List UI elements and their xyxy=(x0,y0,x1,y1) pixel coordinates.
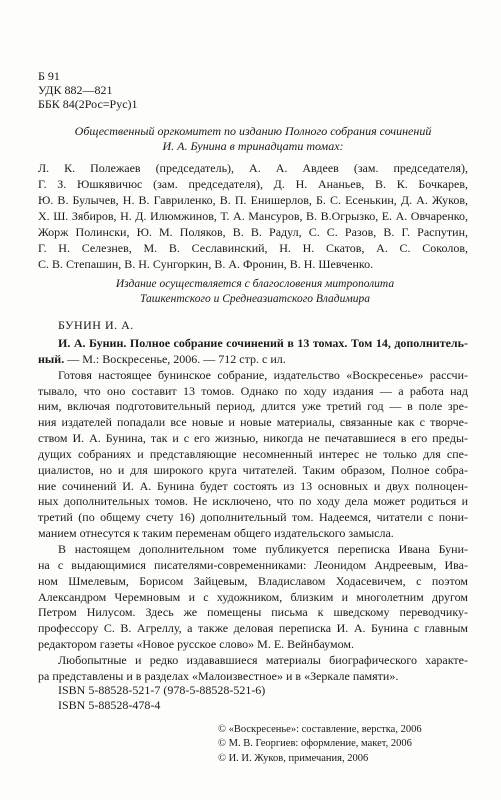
isbn-line: ISBN 5-88528-478-4 xyxy=(58,698,161,712)
text-line: на с выдающимися писателями-современниками: Леонидом Андреевым, Ива- xyxy=(38,557,468,572)
text-line: циалистов, но и для широкого круга читателей. Таким образом, Полное собра- xyxy=(38,462,468,477)
text-line: Любопытные и редко издававшиеся материалы биографического характе- xyxy=(58,652,468,667)
copyright-line: © «Воскресенье»: составление, верстка, 2006 xyxy=(218,724,422,735)
blessing-line: Ташкентского и Среднеазиатского Владимира xyxy=(140,293,370,305)
copyright-line: © М. В. Георгиев: оформление, макет, 2006 xyxy=(218,738,412,750)
committee-title-line: Общественный оргкомитет по изданию Полного собрания сочинений xyxy=(74,124,432,138)
classification-codes xyxy=(38,69,138,111)
text-line: ния издателей попадали все новые и новые материалы, связанные как с творче- xyxy=(38,415,468,430)
book-title-part: ный. xyxy=(38,351,65,366)
text-line: манием отнесутся к таким переменам общего издательского замысла. xyxy=(38,526,394,541)
blessing-line: Издание осуществляется с благословения митрополита xyxy=(115,278,395,290)
text-line: редактором газеты «Новое русское слово» М. Е. Вейнбаумом. xyxy=(38,637,354,652)
text-line: третий (по общему счету 16) дополнительный том. Надеемся, читатели с пони- xyxy=(38,510,468,525)
udk-code: УДК 882—821 xyxy=(38,83,113,97)
isbn-line: ISBN 5-88528-521-7 (978-5-88528-521-6) xyxy=(58,683,266,697)
blessing-note xyxy=(90,277,420,307)
members-line: Жорж Полински, Ю. М. Поляков, В. В. Радул, С. С. Разов, В. Г. Распутин, xyxy=(38,225,468,239)
text-line: дущих собраниях и представляющие несомненный интерес не только для спе- xyxy=(38,446,468,461)
members-line: Л. К. Полежаев (председатель), А. А. Авдеев (зам. председателя), xyxy=(38,161,468,175)
isbn-block xyxy=(58,683,265,713)
text-line: Петром Нилусом. Здесь же помещены письма к шведскому переводчику- xyxy=(38,605,468,620)
committee-members xyxy=(38,160,468,272)
text-line: Александром Черемновым и с художником, близким и многолетним другом xyxy=(38,589,468,604)
text-line: Готовя настоящее бунинское собрание, издательство «Воскресенье» рассчи- xyxy=(58,367,468,382)
committee-title xyxy=(38,124,468,154)
b-code: Б 91 xyxy=(38,69,60,83)
members-line: Г. З. Юшкявичюс (зам. председателя), Д. Н. Ананьев, В. К. Бочкарев, xyxy=(38,177,468,191)
author-heading: БУНИН И. А. xyxy=(58,318,134,332)
annotation-text xyxy=(38,336,468,685)
text-line: ра представлены и в разделах «Малоизвестное» и в «Зеркале памяти». xyxy=(38,668,399,683)
text-line: ством И. А. Бунина, так и с его жизнью, никогда не печатавшиеся в его преды- xyxy=(38,431,468,446)
members-line: Х. Ш. Зябиров, Н. Д. Илюмжинов, Т. А. Мансуров, В. В.Огрызко, Е. А. Овчаренко, xyxy=(38,209,468,223)
copyright-block xyxy=(218,723,422,766)
members-line: С. В. Степашин, В. Н. Сунгоркин, В. А. Фронин, В. Н. Шевченко. xyxy=(38,257,374,271)
text-line: профессору С. В. Агреллу, а также деловая переписка И. А. Бунина с главным xyxy=(38,621,468,636)
committee-title-line: И. А. Бунина в тринадцати томах: xyxy=(162,139,344,153)
text-line: ние сочинений И. А. Бунина будет состоять из 13 основных и двух полноцен- xyxy=(38,478,468,493)
book-title-line xyxy=(38,352,468,368)
members-line: Г. Н. Селезнев, М. В. Сеславинский, Н. Н. Скатов, А. С. Соколов, xyxy=(38,241,468,255)
text-line: тывало, что оно составит 13 томов. Однако по ходу издания — а работа над xyxy=(38,383,468,398)
text-line: ним, включая подготовительный период, длится уже третий год — в поле зре- xyxy=(38,399,468,414)
members-line: Ю. В. Булычев, Н. В. Гавриленко, В. П. Енишерлов, Б. С. Есенькин, Д. А. Жуков, xyxy=(38,193,468,207)
bbk-code: ББК 84(2Рос=Рус)1 xyxy=(38,97,138,111)
book-title-line: И. А. Бунин. Полное собрание сочинений в 13 томах. Том 14, дополнитель- xyxy=(58,336,468,350)
text-line: В настоящем дополнительном томе публикуется переписка Ивана Буни- xyxy=(58,541,468,556)
text-line: ном Шмелевым, Борисом Зайцевым, Владиславом Ходасевичем, с поэтом xyxy=(38,573,468,588)
copyright-line: © И. И. Жуков, примечания, 2006 xyxy=(218,752,369,764)
text-line: ных дополнительных томов. Не исключено, что по ходу дела может родиться и xyxy=(38,494,468,509)
publication-info: — М.: Воскресенье, 2006. — 712 стр. с ил. xyxy=(64,351,286,366)
